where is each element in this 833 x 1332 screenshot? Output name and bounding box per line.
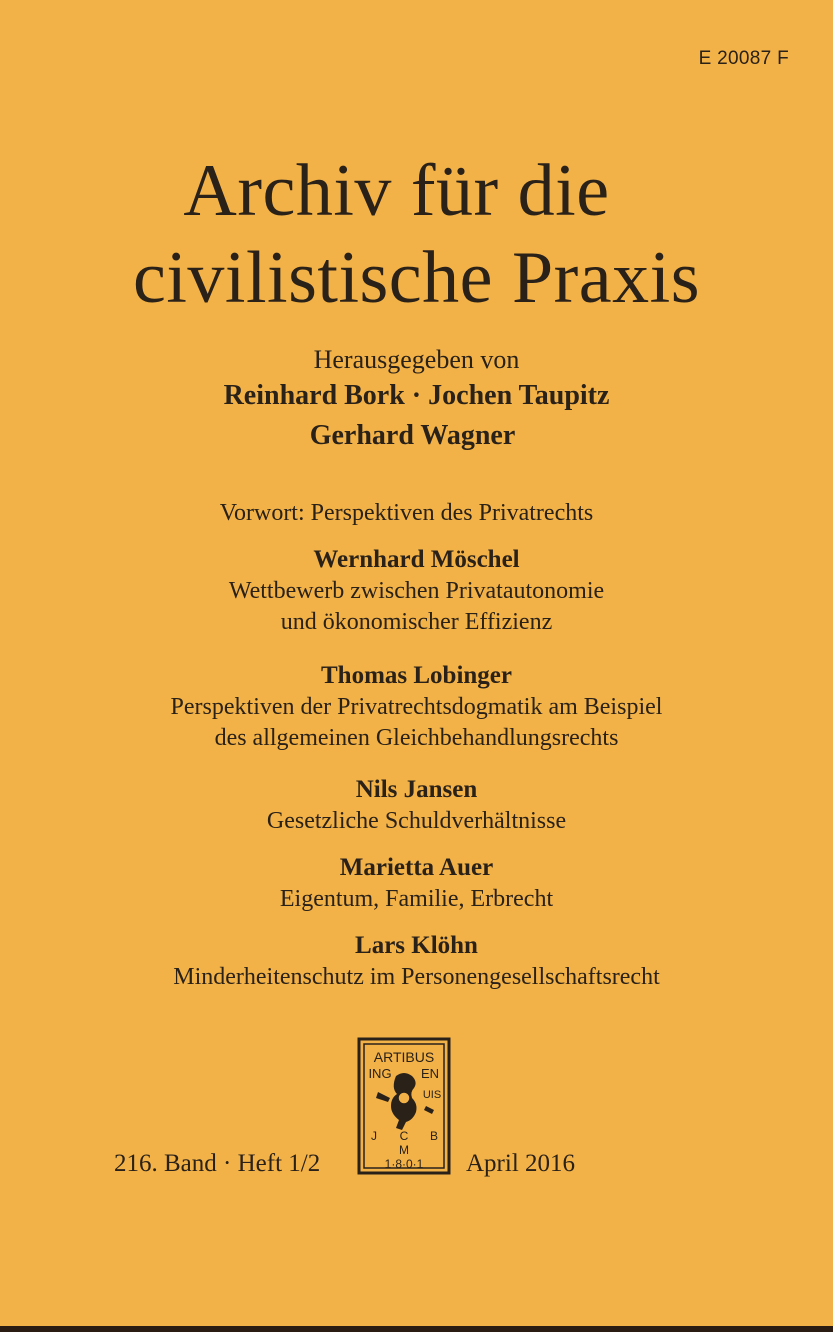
emblem-text-en: EN bbox=[420, 1066, 440, 1081]
article-entry bbox=[0, 774, 833, 837]
emblem-letter: M bbox=[399, 1143, 409, 1157]
lion-icon bbox=[376, 1073, 434, 1130]
article-title-line: Gesetzliche Schuldverhältnisse bbox=[266, 808, 567, 834]
article-author: Marietta Auer bbox=[339, 854, 494, 881]
article-entry bbox=[0, 660, 833, 754]
article-title-line: Minderheitenschutz im Personengesellschaftsrecht bbox=[173, 964, 660, 990]
editors-intro: Herausgegeben von bbox=[313, 345, 520, 374]
bottom-edge bbox=[0, 1326, 833, 1332]
article-author: Lars Klöhn bbox=[355, 932, 478, 959]
issue-date: April 2016 bbox=[466, 1150, 576, 1177]
emblem-letter: B bbox=[429, 1129, 439, 1143]
article-author: Nils Jansen bbox=[355, 776, 478, 803]
emblem-text-ing: ING bbox=[368, 1066, 392, 1081]
article-title-line: Eigentum, Familie, Erbrecht bbox=[279, 886, 554, 912]
journal-title-line-1: Archiv für die bbox=[183, 150, 610, 232]
editors-line-2: Gerhard Wagner bbox=[309, 420, 516, 451]
foreword: Vorwort: Perspektiven des Privatrechts bbox=[219, 500, 594, 526]
editors-line-1: Reinhard Bork · Jochen Taupitz bbox=[223, 380, 610, 411]
article-title-line: Perspektiven der Privatrechtsdogmatik am Beispiel bbox=[170, 694, 663, 720]
emblem-letter: J bbox=[371, 1129, 377, 1143]
emblem-year: 1·8·0·1 bbox=[384, 1157, 424, 1171]
emblem-text-artibus: ARTIBUS bbox=[373, 1049, 435, 1065]
emblem-letter: C bbox=[399, 1129, 409, 1143]
article-title-line: Wettbewerb zwischen Privatautonomie bbox=[228, 578, 605, 604]
journal-title-line-2: civilistische Praxis bbox=[133, 237, 700, 319]
article-title-line: des allgemeinen Gleichbehandlungsrechts bbox=[214, 725, 619, 751]
article-entry bbox=[0, 930, 833, 993]
postal-code: E 20087 F bbox=[698, 48, 789, 69]
article-author: Wernhard Möschel bbox=[313, 546, 520, 573]
article-entry bbox=[0, 852, 833, 915]
publisher-emblem-logo bbox=[356, 1036, 452, 1176]
article-title-line: und ökonomischer Effizienz bbox=[280, 609, 553, 635]
emblem-text-uis: UIS bbox=[422, 1089, 442, 1101]
article-entry bbox=[0, 544, 833, 638]
volume-issue: 216. Band · Heft 1/2 bbox=[114, 1150, 321, 1177]
article-author: Thomas Lobinger bbox=[320, 662, 512, 689]
